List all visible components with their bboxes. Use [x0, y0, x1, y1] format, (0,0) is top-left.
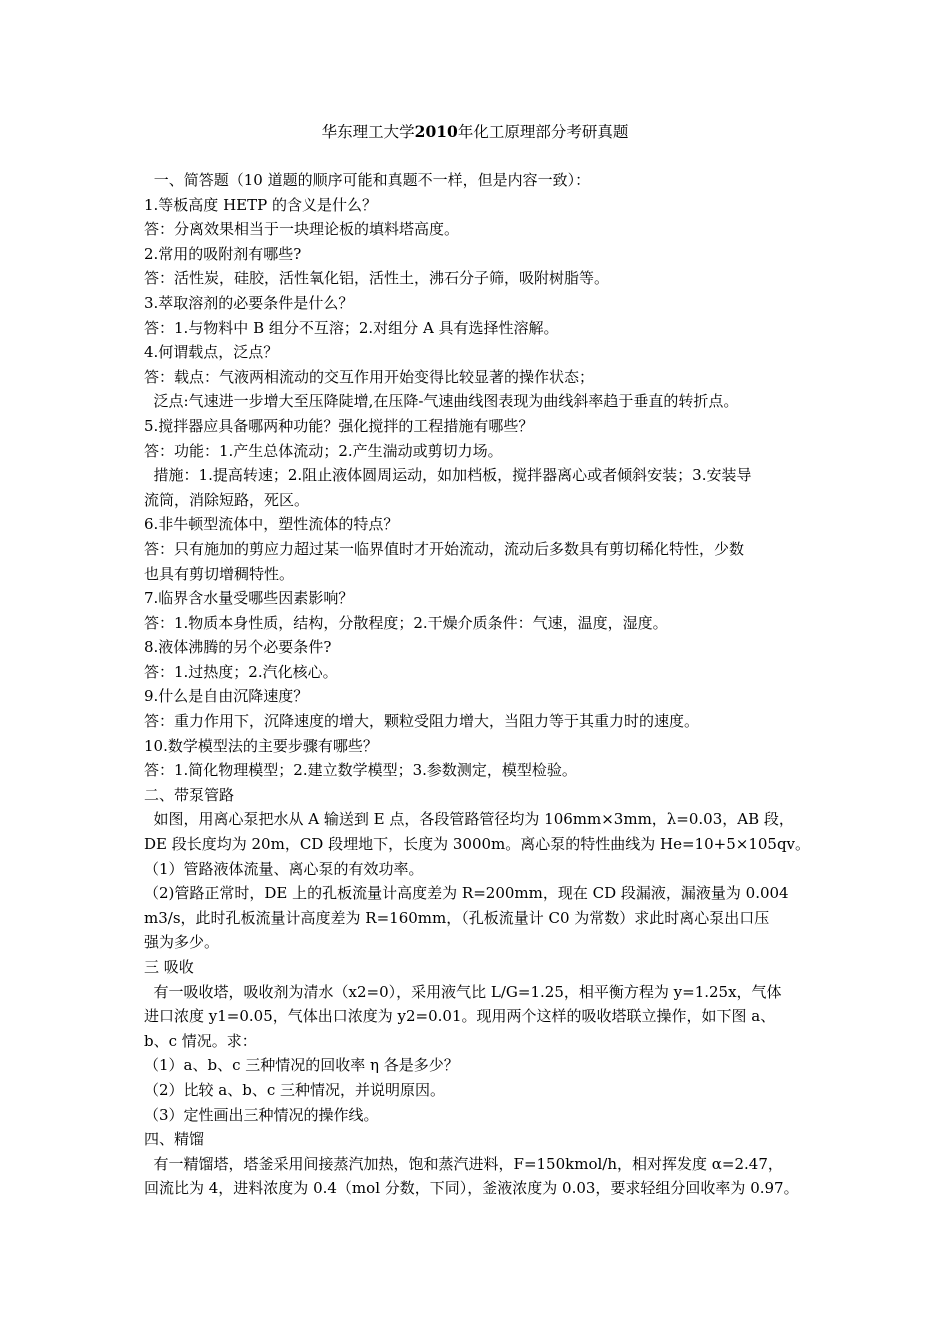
title-year: 2010: [414, 122, 458, 141]
section-2-heading: 二、带泵管路: [144, 785, 235, 804]
section-3-text-3: b、c 情况。求：: [144, 1031, 257, 1050]
section-3-item-3: （3）定性画出三种情况的操作线。: [144, 1105, 379, 1124]
section-3-heading: 三 吸收: [144, 958, 194, 976]
section-3-item-1: （1）a、b、c 三种情况的回收率 η 各是多少？: [144, 1056, 459, 1075]
question-9: 9.什么是自由沉降速度？: [144, 687, 309, 706]
section-3-text-1: 有一吸收塔，吸收剂为清水（x2=0），采用液气比 L/G=1.25，相平衡方程为 y=1.25x，气体: [144, 982, 782, 1001]
section-2-item-2-line-2: m3/s，此时孔板流量计高度差为 R=160mm，（孔板流量计 C0 为常数）求此时离心泵出口压: [144, 908, 770, 927]
answer-10: 答：1.简化物理模型；2.建立数学模型；3.参数测定，模型检验。: [144, 761, 577, 780]
question-3: 3.萃取溶剂的必要条件是什么？: [144, 293, 354, 312]
answer-8: 答：1.过热度；2.汽化核心。: [144, 662, 338, 681]
section-4-heading: 四、精馏: [144, 1130, 205, 1149]
answer-4-line-1: 答：载点：气液两相流动的交互作用开始变得比较显著的操作状态；: [144, 367, 595, 386]
answer-6-line-1: 答：只有施加的剪应力超过某一临界值时才开始流动，流动后多数具有剪切稀化特性，少数: [144, 539, 745, 558]
question-4: 4.何谓载点，泛点？: [144, 343, 279, 362]
answer-7: 答：1.物质本身性质，结构，分散程度；2.干燥介质条件：气速，温度，湿度。: [144, 613, 668, 632]
section-1-heading: 一、简答题（10 道题的顺序可能和真题不一样，但是内容一致）：: [149, 171, 591, 189]
question-6: 6.非牛顿型流体中，塑性流体的特点？: [144, 515, 399, 534]
question-5: 5.搅拌器应具备哪两种功能？强化搅拌的工程措施有哪些？: [144, 416, 534, 435]
answer-5-line-1: 答：功能：1.产生总体流动；2.产生湍动或剪切力场。: [144, 441, 503, 460]
section-2-item-2-line-1: （2)管路正常时，DE 上的孔板流量计高度差为 R=200mm，现在 CD 段漏液，漏液量为 0.004: [144, 884, 789, 903]
section-4-text-1: 有一精馏塔，塔釜采用间接蒸汽加热，饱和蒸汽进料，F=150kmol/h，相对挥发度 α=2.47，: [144, 1154, 783, 1173]
section-2-text-1: 如图，用离心泵把水从 A 输送到 E 点，各段管路管径均为 106mm×3mm，λ=0.03，AB 段，: [144, 810, 794, 829]
answer-2: 答：活性炭，硅胶，活性氧化铝，活性土，沸石分子筛，吸附树脂等。: [144, 269, 610, 288]
page-title: [0, 120, 950, 144]
question-2: 2.常用的吸附剂有哪些?: [144, 244, 302, 263]
document-body: [144, 168, 816, 1201]
question-7: 7.临界含水量受哪些因素影响？: [144, 589, 354, 608]
question-10: 10.数学模型法的主要步骤有哪些？: [144, 736, 378, 755]
title-part2: 年化工原理部分考研真题: [457, 123, 629, 141]
answer-6-line-2: 也具有剪切增稠特性。: [144, 564, 295, 583]
answer-5-line-2: 措施：1.提高转速；2.阻止液体圆周运动，如加档板，搅拌器离心或者倾斜安装；3.安装导: [144, 466, 752, 485]
section-2-item-2-line-3: 强为多少。: [144, 933, 220, 952]
answer-4-line-2: 泛点:气速进一步增大至压降陡增,在压降-气速曲线图表现为曲线斜率趋于垂直的转折点。: [144, 392, 739, 411]
section-4-text-2: 回流比为 4，进料浓度为 0.4（mol 分数，下同），釜液浓度为 0.03，要求轻组分回收率为 0.97。: [144, 1179, 799, 1198]
section-3-item-2: （2）比较 a、b、c 三种情况，并说明原因。: [144, 1080, 446, 1099]
answer-1: 答：分离效果相当于一块理论板的填料塔高度。: [144, 220, 460, 239]
answer-9: 答：重力作用下，沉降速度的增大，颗粒受阻力增大，当阻力等于其重力时的速度。: [144, 712, 700, 731]
title-part1: 华东理工大学: [321, 123, 415, 141]
question-1: 1.等板高度 HETP 的含义是什么？: [144, 195, 377, 214]
question-8: 8.液体沸腾的另个必要条件?: [144, 638, 332, 657]
answer-3: 答：1.与物料中 B 组分不互溶；2.对组分 A 具有选择性溶解。: [144, 318, 559, 337]
answer-5-line-3: 流筒，消除短路，死区。: [144, 490, 310, 509]
section-2-item-1: （1）管路液体流量、离心泵的有效功率。: [144, 859, 424, 878]
section-3-text-2: 进口浓度 y1=0.05，气体出口浓度为 y2=0.01。现用两个这样的吸收塔联立操作，如下图 a、: [144, 1007, 776, 1026]
section-2-text-2: DE 段长度均为 20m，CD 段埋地下，长度为 3000m。离心泵的特性曲线为 He=10+5×105qv。: [144, 835, 811, 854]
